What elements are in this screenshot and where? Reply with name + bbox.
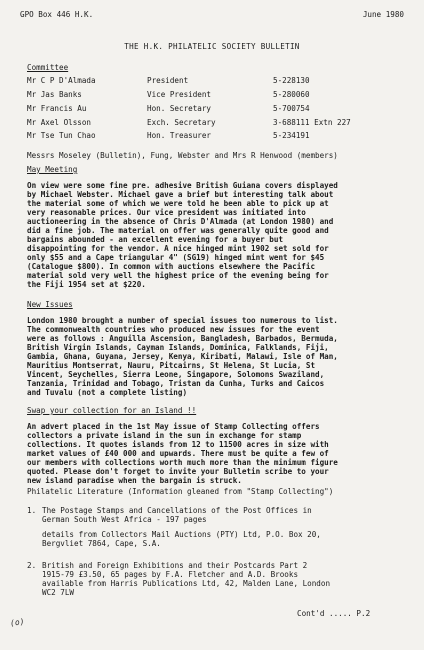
member-name: Mr Francis Au bbox=[27, 104, 87, 113]
text-line: did a fine job. The material on offer was generally quite good and bbox=[27, 226, 329, 235]
text-line: material sold very well the highest price of the evening being for bbox=[27, 271, 329, 280]
text-line: The commonwealth countries who produced new issues for the event bbox=[27, 325, 320, 334]
text-line: Mauritius Montserrat, Nauru, Pitcairns, St Helena, St Lucia, St bbox=[27, 361, 316, 370]
text-line: our members with collections worth much more than the minimum figure bbox=[27, 458, 338, 467]
text-line: collections. It quotes islands from 12 to 11500 acres in size with bbox=[27, 440, 329, 449]
text-line: the Fiji 1954 set at $220. bbox=[27, 280, 146, 289]
member-role: Vice President bbox=[147, 90, 212, 99]
swap-text bbox=[27, 422, 407, 485]
item-number: 1. bbox=[27, 506, 37, 515]
member-phone: 5-228130 bbox=[273, 76, 310, 85]
member-name: Mr Jas Banks bbox=[27, 90, 82, 99]
text-line: Vincent, Seychelles, Sierra Leone, Singapore, Solomons Swaziland, bbox=[27, 370, 325, 379]
postal-address: GPO Box 446 H.K. bbox=[20, 10, 94, 19]
literature-heading: Philatelic Literature (Information gleaned from "Stamp Collecting") bbox=[27, 487, 334, 496]
text-line: Gambia, Ghana, Guyana, Jersey, Kenya, Kiribati, Malawi, Isle of Man, bbox=[27, 352, 338, 361]
member-role: Exch. Secretary bbox=[147, 118, 216, 127]
text-line: only $55 and a Cape triangular 4" (SG19) hinged mint went for $45 bbox=[27, 253, 325, 262]
text-line: and Tuvalu (not a complete listing) bbox=[27, 388, 188, 397]
text-line: Bergvliet 7864, Cape, S.A. bbox=[42, 539, 161, 548]
committee-row bbox=[27, 118, 407, 128]
member-role: Hon. Secretary bbox=[147, 104, 212, 113]
committee-row bbox=[27, 104, 407, 114]
new-issues-heading: New Issues bbox=[27, 300, 73, 309]
text-line: quoted. Please don't forget to invite your Bulletin scribe to your bbox=[27, 467, 329, 476]
continued-note: Cont'd ..... P.2 bbox=[297, 609, 371, 618]
text-line: very reasonable prices. Our vice president was initiated into bbox=[27, 208, 306, 217]
member-phone: 5-700754 bbox=[273, 104, 310, 113]
new-issues-text bbox=[27, 316, 407, 397]
text-line: British Virgin Islands, Cayman Islands, Dominica, Falklands, Fiji, bbox=[27, 343, 329, 352]
text-line: WC2 7LW bbox=[42, 588, 75, 597]
committee-row bbox=[27, 76, 407, 86]
text-line: An advert placed in the 1st May issue of Stamp Collecting offers bbox=[27, 422, 320, 431]
member-role: President bbox=[147, 76, 189, 85]
text-line: Tanzania, Trinidad and Tobago, Tristan da Cunha, Turks and Caicos bbox=[27, 379, 325, 388]
text-line: market values of £40 000 and upwards. There must be quite a few of bbox=[27, 449, 329, 458]
text-line: auctioneering in the absence of Chris D'Almada (at London 1980) and bbox=[27, 217, 334, 226]
text-line: new island paradise when the bargain is struck. bbox=[27, 476, 242, 485]
committee-members: Messrs Moseley (Bulletin), Fung, Webster and Mrs R Henwood (members) bbox=[27, 151, 338, 160]
text-line: the material some of which we were told he been able to pick up at bbox=[27, 199, 329, 208]
committee-row bbox=[27, 90, 407, 100]
member-phone: 3-688111 Extn 227 bbox=[273, 118, 351, 127]
may-meeting-text bbox=[27, 181, 407, 289]
text-line: German South West Africa - 197 pages bbox=[42, 515, 207, 524]
text-line: by Michael Webster. Michael gave a brief but interesting talk about bbox=[27, 190, 334, 199]
swap-heading: Swap your collection for an Island !! bbox=[27, 406, 197, 415]
text-line: bargains abounded - an excellent evening for a buyer but bbox=[27, 235, 284, 244]
text-line: On view were some fine pre. adhesive British Guiana covers displayed bbox=[27, 181, 338, 190]
margin-annotation: (o) bbox=[9, 617, 26, 628]
text-line: (Catalogue $800). In common with auctions elsewhere the Pacific bbox=[27, 262, 316, 271]
text-line: 1915-79 £3.50, 65 pages by F.A. Fletcher and A.D. Brooks bbox=[42, 570, 299, 579]
text-line: disappointing for the vendor. A nice hinged mint 1902 set sold for bbox=[27, 244, 329, 253]
issue-date: June 1980 bbox=[362, 10, 404, 19]
text-line: details from Collectors Mail Auctions (PTY) Ltd, P.O. Box 20, bbox=[42, 530, 321, 539]
member-name: Mr Tse Tun Chao bbox=[27, 131, 96, 140]
text-line: The Postage Stamps and Cancellations of the Post Offices in bbox=[42, 506, 312, 515]
member-phone: 5-234191 bbox=[273, 131, 310, 140]
member-phone: 5-280060 bbox=[273, 90, 310, 99]
member-role: Hon. Treasurer bbox=[147, 131, 212, 140]
committee-heading: Committee bbox=[27, 63, 69, 72]
text-line: collectors a private island in the sun in exchange for stamp bbox=[27, 431, 302, 440]
bulletin-title: THE H.K. PHILATELIC SOCIETY BULLETIN bbox=[124, 42, 300, 51]
committee-row bbox=[27, 131, 407, 141]
member-name: Mr Axel Olsson bbox=[27, 118, 92, 127]
text-line: British and Foreign Exhibitions and their Postcards Part 2 bbox=[42, 561, 308, 570]
member-name: Mr C P D'Almada bbox=[27, 76, 96, 85]
text-line: were as follows : Anguilla Ascension, Bangladesh, Barbados, Bermuda, bbox=[27, 334, 338, 343]
may-meeting-heading: May Meeting bbox=[27, 165, 78, 174]
text-line: London 1980 brought a number of special issues too numerous to list. bbox=[27, 316, 338, 325]
item-number: 2. bbox=[27, 561, 37, 570]
text-line: available from Harris Publications Ltd, 42, Malden Lane, London bbox=[42, 579, 331, 588]
